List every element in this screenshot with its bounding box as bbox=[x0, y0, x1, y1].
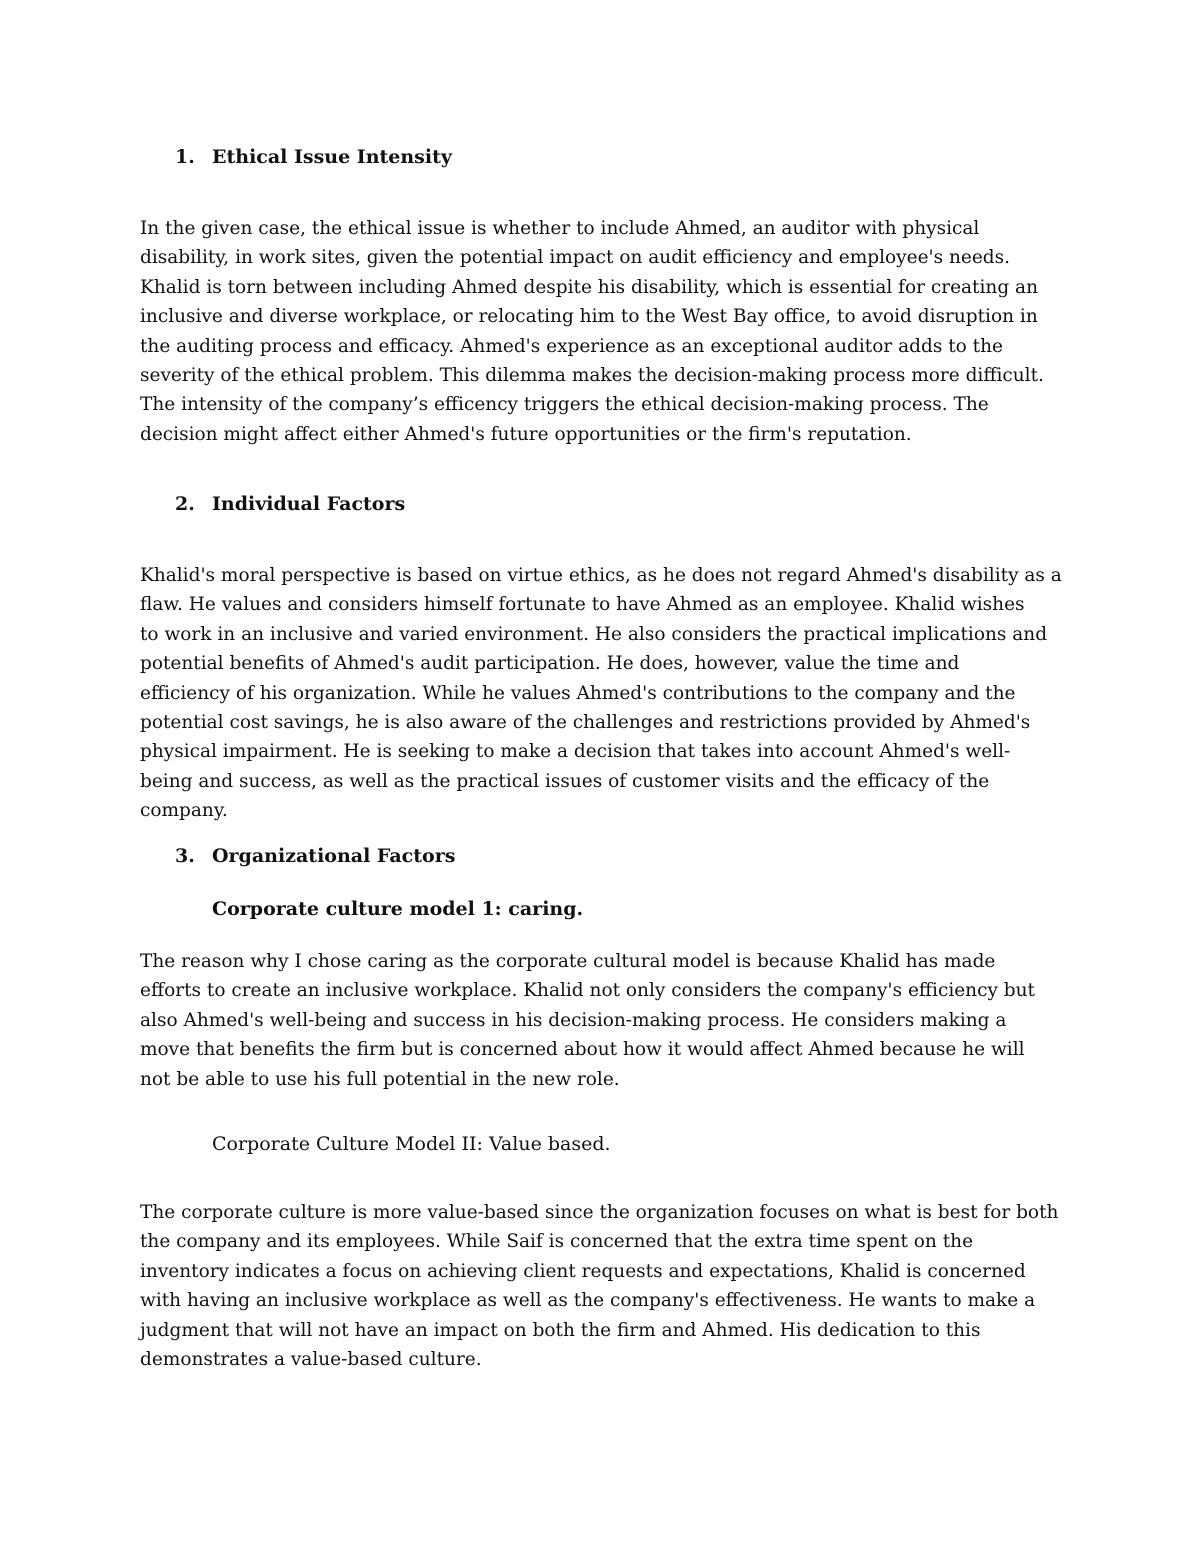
paragraph-corporate-culture-model-2: The corporate culture is more value-based since the organization focuses on what is best for both the company and its employees. While Saif is concerned that the extra time spent on the inventory indicates a focus on achieving client requests and expectations, Khalid is concerned with having an inclusive workplace as well as the company's effectiveness. He wants to make a judgment that will not have an impact on both the firm and Ahmed. His dedication to this demonstrates a value-based culture. bbox=[140, 1202, 1059, 1371]
section-number: 2. bbox=[175, 493, 195, 515]
section-heading-individual-factors bbox=[175, 492, 405, 516]
corporate-culture-model-2-title: Corporate Culture Model II: Value based. bbox=[212, 1133, 611, 1155]
section-title: Individual Factors bbox=[212, 493, 406, 515]
section-number: 3. bbox=[175, 845, 195, 867]
paragraph-corporate-culture-model-1: The reason why I chose caring as the corporate cultural model is because Khalid has made efforts to create an inclusive workplace. Khalid not only considers the company's efficiency but also Ahmed's well-being and success in his decision-making process. He considers making a move that benefits the firm but is concerned about how it would affect Ahmed because he will not be able to use his full potential in the new role. bbox=[140, 951, 1035, 1090]
section-title: Ethical Issue Intensity bbox=[212, 146, 452, 168]
corporate-culture-model-1-title: Corporate culture model 1: caring. bbox=[212, 898, 584, 920]
paragraph-ethical-issue-intensity: In the given case, the ethical issue is whether to include Ahmed, an auditor with physical disability, in work sites, given the potential impact on audit efficiency and employee's needs. Khalid is torn between including Ahmed despite his disability, which is essential for creating an inclusive and diverse workplace, or relocating him to the West Bay office, to avoid disruption in the auditing process and efficacy. Ahmed's experience as an exceptional auditor adds to the severity of the ethical problem. This dilemma makes the decision-making process more difficult. The intensity of the company’s efficency triggers the ethical decision-making process. The decision might affect either Ahmed's future opportunities or the firm's reputation. bbox=[140, 218, 1044, 445]
section-title: Organizational Factors bbox=[212, 845, 456, 867]
section-heading-organizational-factors bbox=[175, 844, 455, 868]
section-heading-ethical-issue-intensity bbox=[175, 145, 452, 169]
section-number: 1. bbox=[175, 146, 195, 168]
paragraph-individual-factors: Khalid's moral perspective is based on virtue ethics, as he does not regard Ahmed's disability as a flaw. He values and considers himself fortunate to have Ahmed as an employee. Khalid wishes to work in an inclusive and varied environment. He also considers the practical implications and potential benefits of Ahmed's audit participation. He does, however, value the time and efficiency of his organization. While he values Ahmed's contributions to the company and the potential cost savings, he is also aware of the challenges and restrictions provided by Ahmed's physical impairment. He is seeking to make a decision that takes into account Ahmed's well- being and success, as well as the practical issues of customer visits and the efficacy of the company. bbox=[140, 565, 1062, 822]
